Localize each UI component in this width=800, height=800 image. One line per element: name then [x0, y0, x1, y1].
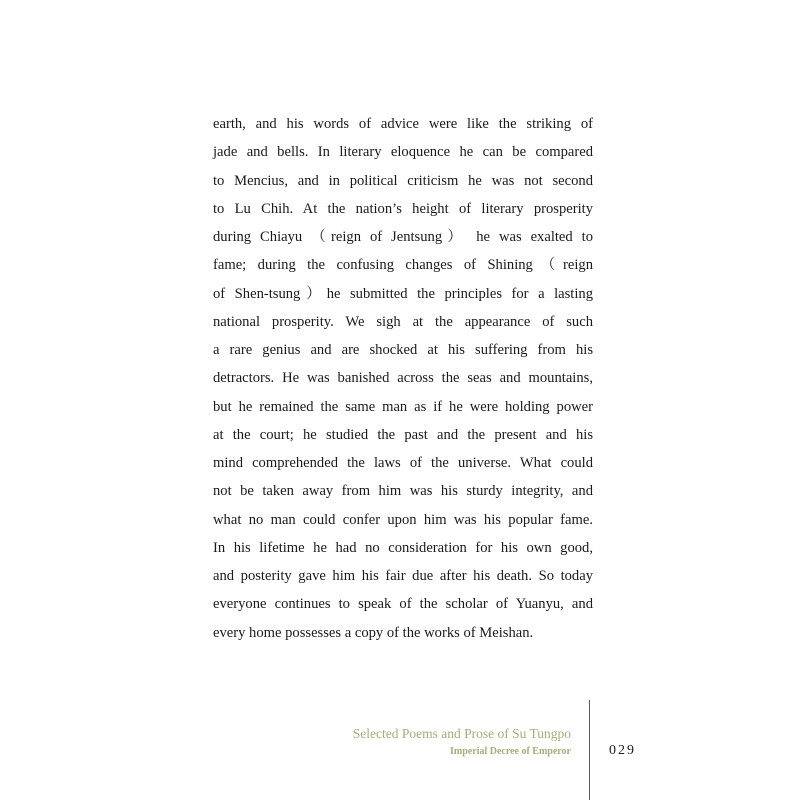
body-line: at the court; he studied the past and the present and his	[213, 426, 593, 443]
running-footer-section-title: Imperial Decree of Emperor	[450, 746, 571, 757]
body-line: every home possesses a copy of the works of Meishan.	[213, 624, 534, 641]
body-line: to Mencius, and in political criticism he was not second	[213, 172, 593, 189]
body-line: detractors. He was banished across the seas and mountains,	[213, 370, 593, 387]
body-line: national prosperity. We sigh at the appearance of such	[213, 313, 593, 330]
body-line: In his lifetime he had no consideration for his own good,	[213, 539, 593, 556]
body-line: of Shen-tsung）he submitted the principles for a lasting	[213, 285, 593, 302]
body-line: to Lu Chih. At the nation’s height of literary prosperity	[213, 200, 593, 217]
body-line: what no man could confer upon him was his popular fame.	[213, 511, 593, 528]
body-line: mind comprehended the laws of the universe. What could	[213, 455, 593, 471]
body-line: fame; during the confusing changes of Shining（reign	[213, 257, 593, 274]
footer-divider	[589, 700, 590, 800]
body-line: everyone continues to speak of the scholar of Yuanyu, and	[213, 596, 593, 613]
page-number: 029	[609, 743, 636, 758]
body-line: a rare genius and are shocked at his suffering from his	[213, 342, 593, 358]
body-line: and posterity gave him his fair due after his death. So today	[213, 568, 593, 584]
body-text	[213, 114, 593, 651]
body-line: earth, and his words of advice were like the striking of	[213, 116, 593, 132]
body-line: but he remained the same man as if he were holding power	[213, 398, 593, 415]
body-line: during Chiayu （reign of Jentsung） he was exalted to	[213, 229, 593, 245]
body-line: jade and bells. In literary eloquence he can be compared	[213, 144, 593, 161]
body-line: not be taken away from him was his sturdy integrity, and	[213, 483, 593, 500]
running-footer-book-title: Selected Poems and Prose of Su Tungpo	[352, 726, 571, 741]
